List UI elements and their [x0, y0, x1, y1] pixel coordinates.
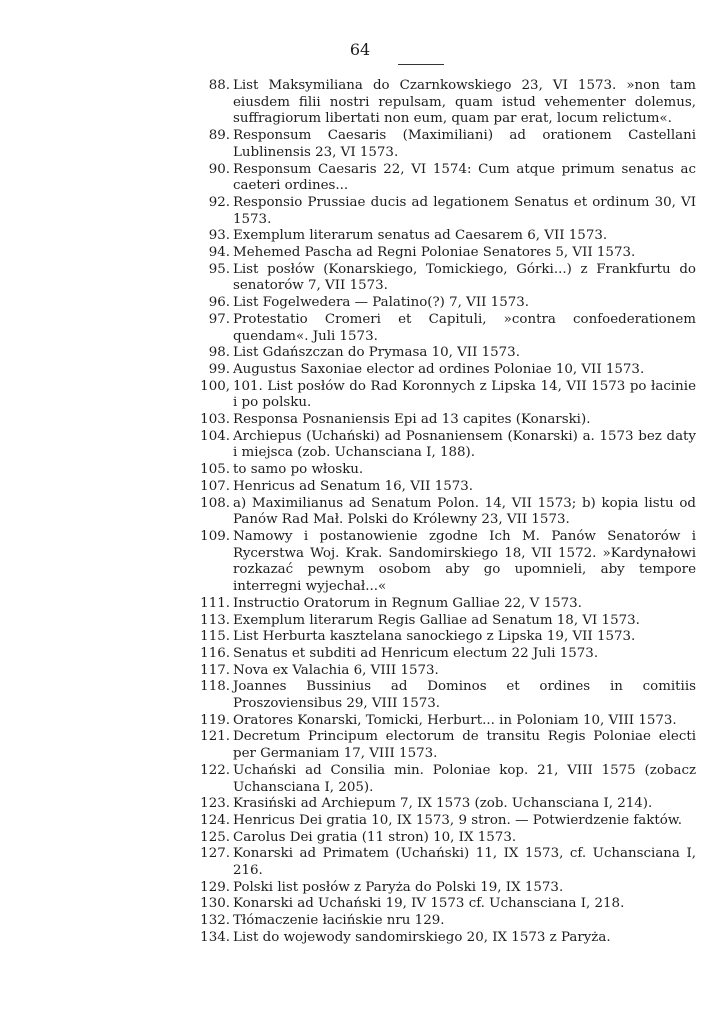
list-item	[190, 529, 696, 596]
entry-number: 100,	[200, 378, 230, 394]
entry-text: Mehemed Pascha ad Regni Poloniae Senatores 5, VII 1573.	[233, 245, 636, 261]
entry-number: 96.	[208, 295, 230, 311]
entry-text: to samo po włosku.	[233, 462, 364, 478]
list-item	[190, 412, 696, 429]
list-item	[190, 896, 696, 913]
entry-text: Henricus ad Senatum 16, VII 1573.	[233, 478, 474, 494]
entry-text: Augustus Saxoniae elector ad ordines Poloniae 10, VII 1573.	[233, 361, 645, 377]
list-item	[190, 679, 696, 712]
list-item	[190, 613, 696, 630]
entry-number: 111.	[200, 595, 230, 611]
entry-number: 127.	[200, 846, 230, 862]
entry-text: List do wojewody sandomirskiego 20, IX 1573 z Paryża.	[233, 929, 611, 945]
entry-number: 124.	[200, 812, 230, 828]
list-item	[190, 913, 696, 930]
entry-number: 93.	[208, 228, 230, 244]
entry-number: 129.	[200, 879, 230, 895]
entry-text: List Fogelwedera — Palatino(?) 7, VII 1573.	[233, 295, 530, 311]
list-item	[190, 462, 696, 479]
entry-text: Exemplum literarum Regis Galliae ad Senatum 18, VI 1573.	[233, 612, 640, 628]
list-item	[190, 596, 696, 613]
list-item	[190, 228, 696, 245]
entry-text: Uchański ad Consilia min. Poloniae kop. 21, VIII 1575 (zobacz Uchansciana I, 205).	[233, 762, 696, 795]
list-item	[190, 713, 696, 730]
entry-number: 92.	[208, 194, 230, 210]
entry-number: 105.	[200, 462, 230, 478]
entry-number: 99.	[208, 361, 230, 377]
entry-number: 115.	[200, 629, 230, 645]
entry-number: 97.	[208, 311, 230, 327]
list-item	[190, 663, 696, 680]
entry-text: Henricus Dei gratia 10, IX 1573, 9 stron. — Potwierdzenie faktów.	[233, 812, 682, 828]
entry-text: Carolus Dei gratia (11 stron) 10, IX 1573.	[233, 829, 517, 845]
entry-text: Responsio Prussiae ducis ad legationem Senatus et ordinum 30, VI 1573.	[233, 194, 696, 227]
entry-number: 130.	[200, 896, 230, 912]
list-item	[190, 262, 696, 295]
list-item	[190, 813, 696, 830]
entry-number: 95.	[208, 261, 230, 277]
entry-number: 118.	[200, 679, 230, 695]
entry-number: 132.	[200, 913, 230, 929]
entry-number: 103.	[200, 412, 230, 428]
entry-number: 122.	[200, 762, 230, 778]
entry-text: Responsum Caesaris 22, VI 1574: Cum atque primum senatus ac caeteri ordines...	[233, 161, 696, 194]
entry-text: List Maksymiliana do Czarnkowskiego 23, VI 1573. »non tam eiusdem filii nostri repulsam, quam istud vehementer dolemus, suffragiorum libertati non eum, quam par erat, locum relictum«.	[233, 78, 696, 127]
list-item	[190, 629, 696, 646]
list-item	[190, 880, 696, 897]
entry-text: Namowy i postanowienie zgodne Ich M. Panów Senatorów i Rycerstwa Woj. Krak. Sandomirskiego 18, VII 1572. »Kardynałowi rozkazać pewnym osobom aby go upomnieli, aby tempore interregni wyjechał...«	[233, 528, 696, 595]
list-item	[190, 345, 696, 362]
entry-number: 121.	[200, 729, 230, 745]
entry-number: 104.	[200, 428, 230, 444]
entry-text: Konarski ad Uchański 19, IV 1573 cf. Uchansciana I, 218.	[233, 896, 625, 912]
entry-text: Polski list posłów z Paryża do Polski 19, IX 1573.	[233, 879, 564, 895]
entry-number: 98.	[208, 345, 230, 361]
entry-number: 119.	[200, 712, 230, 728]
entry-text: Responsum Caesaris (Maximiliani) ad orationem Castellani Lublinensis 23, VI 1573.	[233, 128, 696, 160]
list-item	[190, 846, 696, 879]
list-item	[190, 128, 696, 161]
list-item	[190, 479, 696, 496]
entry-number: 108.	[200, 495, 230, 511]
list-item	[190, 429, 696, 462]
list-item	[190, 830, 696, 847]
entry-text: Joannes Bussinius ad Dominos et ordines in comitiis Proszoviensibus 29, VIII 1573.	[233, 679, 696, 712]
entry-text: 101. List posłów do Rad Koronnych z Lipska 14, VII 1573 po łacinie i po polsku.	[233, 378, 696, 411]
entry-text: Exemplum literarum senatus ad Caesarem 6, VII 1573.	[233, 228, 608, 244]
entry-number: 113.	[200, 612, 230, 628]
list-item	[190, 362, 696, 379]
entry-number: 88.	[208, 78, 230, 93]
entry-text: Tłómaczenie łacińskie nru 129.	[233, 913, 445, 929]
entry-text: Oratores Konarski, Tomicki, Herburt... in Poloniam 10, VIII 1573.	[233, 712, 677, 728]
entry-number: 117.	[200, 662, 230, 678]
entry-text: Instructio Oratorum in Regnum Galliae 22, V 1573.	[233, 595, 582, 611]
entry-number: 89.	[208, 128, 230, 144]
entry-number: 109.	[200, 528, 230, 544]
list-item	[190, 245, 696, 262]
entry-number: 134.	[200, 929, 230, 945]
entry-number: 94.	[208, 245, 230, 261]
list-item	[190, 930, 696, 947]
list-item	[190, 796, 696, 813]
entry-text: Nova ex Valachia 6, VIII 1573.	[233, 662, 439, 678]
entry-text: Archiepus (Uchański) ad Posnaniensem (Konarski) a. 1573 bez daty i miejsca (zob. Uchansciana I, 188).	[233, 428, 696, 461]
entry-number: 123.	[200, 796, 230, 812]
entry-text: Protestatio Cromeri et Capituli, »contra confoederationem quendam«. Juli 1573.	[233, 311, 696, 344]
page-number: 64	[349, 40, 371, 59]
entry-number: 107.	[200, 478, 230, 494]
list-item	[190, 496, 696, 529]
entry-text: Decretum Principum electorum de transitu Regis Poloniae electi per Germaniam 17, VIII 1573.	[233, 729, 696, 762]
list-item	[190, 312, 696, 345]
list-item	[190, 646, 696, 663]
list-item	[190, 78, 696, 128]
list-item	[190, 162, 696, 195]
entry-text: a) Maximilianus ad Senatum Polon. 14, VII 1573; b) kopia listu od Panów Rad Mał. Polski do Królewny 23, VII 1573.	[233, 495, 696, 528]
entry-number: 90.	[208, 161, 230, 177]
list-item	[190, 195, 696, 228]
entry-list	[190, 78, 696, 947]
list-item	[190, 295, 696, 312]
list-item	[190, 763, 696, 796]
entry-number: 116.	[200, 645, 230, 661]
list-item	[190, 379, 696, 412]
entry-text: Responsa Posnaniensis Epi ad 13 capites (Konarski).	[233, 412, 591, 428]
entry-text: List Gdańszczan do Prymasa 10, VII 1573.	[233, 345, 520, 361]
entry-text: List posłów (Konarskiego, Tomickiego, Górki...) z Frankfurtu do senatorów 7, VII 1573.	[233, 261, 696, 294]
entry-text: Krasiński ad Archiepum 7, IX 1573 (zob. Uchansciana I, 214).	[233, 796, 653, 812]
entry-text: Senatus et subditi ad Henricum electum 22 Juli 1573.	[233, 645, 599, 661]
page-number-rule	[398, 64, 444, 65]
list-item	[190, 729, 696, 762]
entry-number: 125.	[200, 829, 230, 845]
entry-text: Konarski ad Primatem (Uchański) 11, IX 1573, cf. Uchansciana I, 216.	[233, 846, 696, 879]
entry-text: List Herburta kasztelana sanockiego z Lipska 19, VII 1573.	[233, 629, 636, 645]
